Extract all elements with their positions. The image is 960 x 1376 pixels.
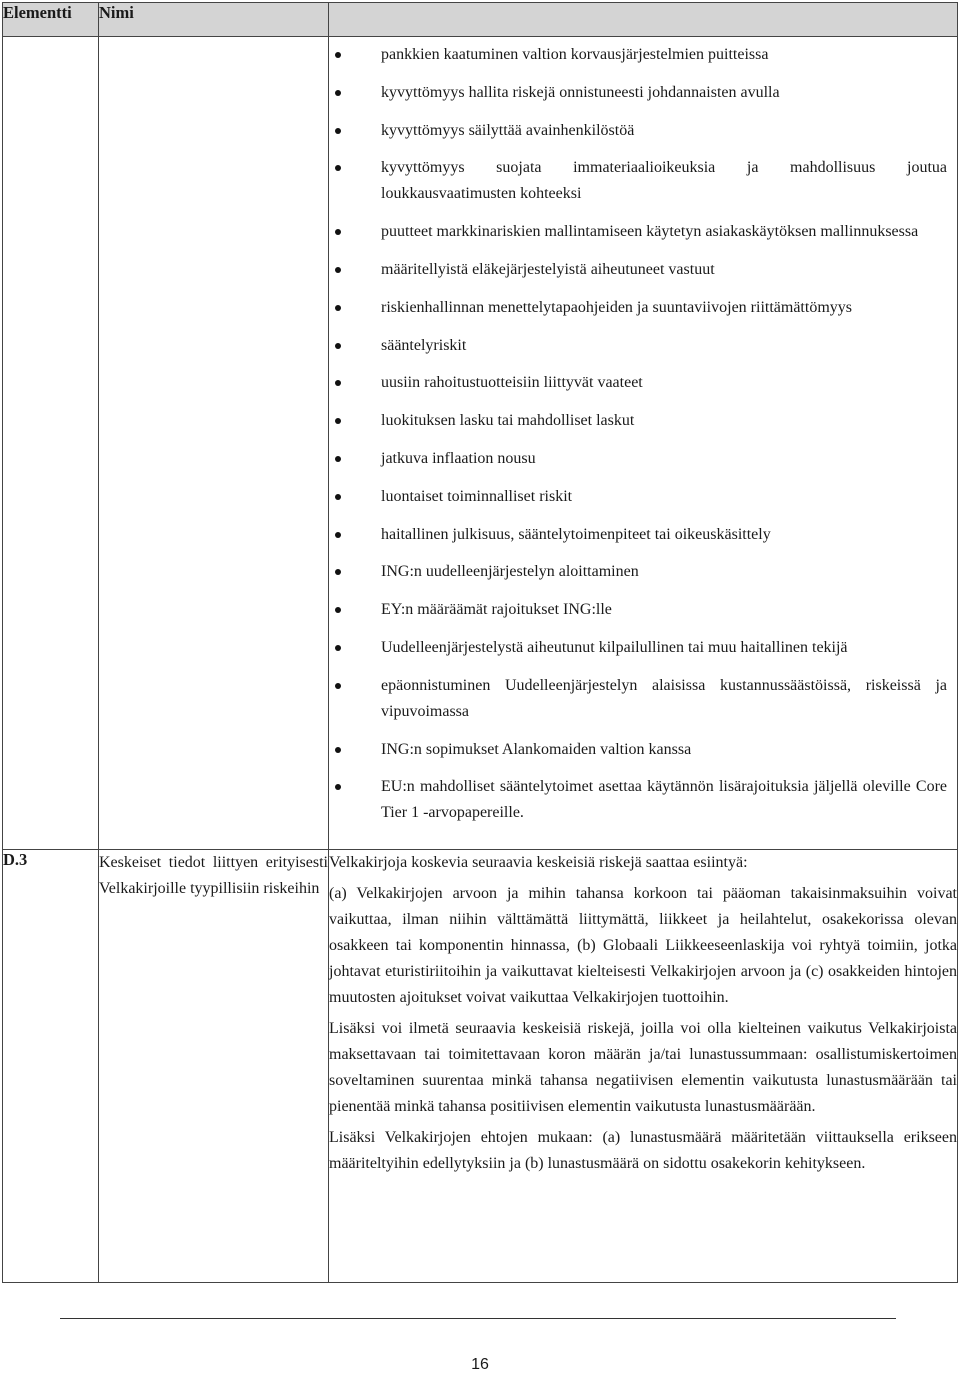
list-item: puutteet markkinariskien mallintamiseen käytetyn asiakaskäytöksen mallinnuksessa	[369, 219, 947, 245]
list-item: epäonnistuminen Uudelleenjärjestelyn alaisissa kustannussäästöissä, riskeissä ja vipuvoimassa	[369, 673, 947, 725]
list-item: EY:n määräämät rajoitukset ING:lle	[369, 597, 947, 623]
list-item: sääntelyriskit	[369, 333, 947, 359]
d3-paragraph: Lisäksi voi ilmetä seuraavia keskeisiä riskejä, joilla voi olla kielteinen vaikutus Velkakirjoista maksettavaan tai toimitettavaan koron määrän ja/tai lunastussummaan: osallistumiskertoimen soveltaminen suurentaa minkä tahansa negatiivisen elementin vaikutusta lunastusmäärään tai pienentää minkä tahansa positiivisen elementin vaikutusta lunastusmäärään.	[329, 1020, 957, 1115]
list-item: kyvyttömyys hallita riskejä onnistuneesti johdannaisten avulla	[369, 80, 947, 106]
list-item: riskienhallinnan menettelytapaohjeiden ja suuntaviivojen riittämättömyys	[369, 295, 947, 321]
header-element: Elementti	[3, 3, 99, 37]
d3-paragraph: Lisäksi Velkakirjojen ehtojen mukaan: (a) lunastusmäärä määritetään viittauksella erikseen määriteltyihin edellytyksiin ja (b) lunastusmäärä on sidottu osakekorin kehitykseen.	[329, 1129, 957, 1172]
risk-bullet-list	[329, 37, 957, 826]
list-item: kyvyttömyys suojata immateriaalioikeuksia ja mahdollisuus joutua loukkausvaatimusten kohteeksi	[369, 155, 947, 207]
footer-divider	[60, 1318, 896, 1319]
d3-paragraph: Velkakirjoja koskevia seuraavia keskeisiä riskejä saattaa esiintyä:	[329, 854, 748, 871]
list-item: EU:n mahdolliset sääntelytoimet asettaa käytännön lisärajoituksia jäljellä oleville Core Tier 1 -arvopapereille.	[369, 774, 947, 826]
list-item: pankkien kaatuminen valtion korvausjärjestelmien puitteissa	[369, 42, 947, 68]
header-name: Nimi	[99, 3, 329, 37]
d3-element-id: D.3	[3, 850, 99, 1283]
d3-name: Keskeiset tiedot liittyen erityisesti Velkakirjoille tyypillisiin riskeihin	[99, 850, 329, 1283]
list-item: haitallinen julkisuus, sääntelytoimenpiteet tai oikeuskäsittely	[369, 522, 947, 548]
d3-row	[3, 850, 958, 1283]
table-header-row	[3, 3, 958, 37]
list-item: uusiin rahoitustuotteisiin liittyvät vaateet	[369, 370, 947, 396]
d3-description	[329, 850, 958, 1283]
list-item: kyvyttömyys säilyttää avainhenkilöstöä	[369, 118, 947, 144]
list-item: ING:n sopimukset Alankomaiden valtion kanssa	[369, 737, 947, 763]
list-item: Uudelleenjärjestelystä aiheutunut kilpailullinen tai muu haitallinen tekijä	[369, 635, 947, 661]
list-item: ING:n uudelleenjärjestelyn aloittaminen	[369, 559, 947, 585]
list-item: luontaiset toiminnalliset riskit	[369, 484, 947, 510]
continued-risk-cell	[329, 37, 958, 850]
header-blank	[329, 3, 958, 37]
continued-risk-row	[3, 37, 958, 850]
page-number: 16	[471, 1356, 489, 1373]
empty-element-cell	[3, 37, 99, 850]
d3-paragraph: (a) Velkakirjojen arvoon ja mihin tahansa korkoon tai pääoman takaisinmaksuihin voivat vaikuttaa, ilman niihin välttämättä liittymättä, liikkeet ja heilahtelut, osakekorissa olevan osakkeen tai komponentin hinnassa, (b) Globaali Liikkeeseenlaskija voi ryhtyä toimiin, jotka johtavat eturistiriitoihin ja vaikuttavat kielteisesti Velkakirjojen arvoon ja (c) osakkeiden hintojen muutosten ajoitukset voivat vaikuttaa Velkakirjojen tuottoihin.	[329, 885, 957, 1006]
list-item: luokituksen lasku tai mahdolliset laskut	[369, 408, 947, 434]
list-item: määritellyistä eläkejärjestelyistä aiheutuneet vastuut	[369, 257, 947, 283]
risk-table	[2, 2, 958, 1283]
list-item: jatkuva inflaation nousu	[369, 446, 947, 472]
empty-name-cell	[99, 37, 329, 850]
